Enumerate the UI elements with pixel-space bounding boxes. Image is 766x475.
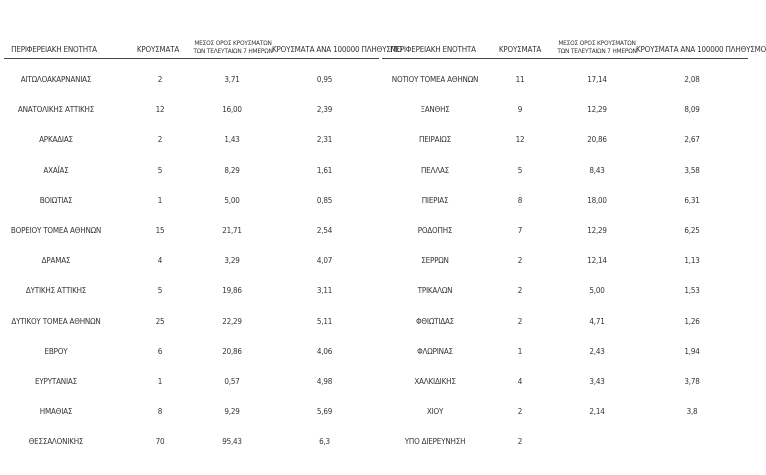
cell-avg-7-days: 21,71	[222, 226, 242, 235]
table-row	[382, 164, 748, 178]
cell-per-100k: 1,26	[684, 316, 700, 326]
cell-per-100k: 1,53	[684, 286, 700, 296]
cell-region: ΔΡΑΜΑΣ	[41, 256, 71, 266]
cell-region: ΑΙΤΩΛΟΑΚΑΡΝΑΝΙΑΣ	[20, 75, 92, 84]
cell-cases: 7	[517, 226, 523, 235]
cell-region: ΤΡΙΚΑΛΩΝ	[417, 286, 453, 296]
cell-cases: 70	[155, 437, 165, 447]
cell-avg-7-days: 3,43	[589, 377, 605, 386]
cell-region: ΧΙΟΥ	[426, 407, 444, 417]
cell-per-100k: 3,11	[316, 286, 333, 296]
cell-per-100k: 0,85	[316, 195, 333, 205]
table-row	[382, 103, 748, 117]
header-per-100k: ΚΡΟΥΣΜΑΤΑ ΑΝΑ 100000 ΠΛΗΘΥΣΜΟ	[636, 45, 766, 54]
table-row	[4, 284, 379, 298]
cell-avg-7-days: 12,29	[587, 105, 607, 115]
table-row	[4, 375, 379, 389]
cell-per-100k: 5,69	[316, 407, 333, 417]
cell-avg-7-days: 3,29	[224, 256, 240, 266]
cell-cases: 25	[155, 316, 165, 326]
cell-region: ΠΕΛΛΑΣ	[420, 165, 450, 175]
table-row	[382, 345, 748, 359]
table-row	[4, 224, 379, 238]
cell-region: ΘΕΣΣΑΛΟΝΙΚΗΣ	[28, 437, 84, 447]
cell-cases: 1	[517, 346, 523, 356]
cell-avg-7-days: 20,86	[587, 135, 607, 145]
cell-avg-7-days: 16,00	[222, 105, 242, 115]
cell-per-100k: 5,11	[316, 316, 333, 326]
cell-per-100k: 4,06	[316, 346, 333, 356]
cell-per-100k: 3,8	[686, 407, 698, 417]
table-row	[4, 315, 379, 329]
header-region: ΠΕΡΙΦΕΡΕΙΑΚΗ ΕΝΟΤΗΤΑ	[11, 45, 97, 54]
cell-avg-7-days: 0,57	[224, 377, 240, 386]
cell-avg-7-days: 9,29	[224, 407, 240, 417]
cell-cases: 4	[517, 377, 523, 386]
cell-cases: 8	[517, 195, 523, 205]
header-cases: ΚΡΟΥΣΜΑΤΑ	[136, 45, 180, 54]
cell-avg-7-days: 22,29	[222, 316, 242, 326]
cell-cases: 2	[517, 437, 523, 447]
cell-avg-7-days: 17,14	[587, 75, 607, 84]
cell-per-100k: 3,78	[684, 377, 700, 386]
table-row	[382, 133, 748, 147]
cell-cases: 5	[517, 165, 523, 175]
cell-region: ΔΥΤΙΚΟΥ ΤΟΜΕΑ ΑΘΗΝΩΝ	[11, 316, 101, 326]
cell-per-100k: 6,25	[684, 226, 700, 235]
cell-region: ΑΧΑΪΑΣ	[43, 165, 69, 175]
left-table-header	[4, 22, 403, 59]
cell-per-100k: 0,95	[316, 75, 333, 84]
cell-avg-7-days: 20,86	[222, 346, 242, 356]
header-avg-7-days: ΜΕΣΟΣ ΟΡΟΣ ΚΡΟΥΣΜΑΤΩΝ ΤΩΝ ΤΕΛΕΥΤΑΙΩΝ 7 ΗΜΕΡΩΝ	[193, 39, 273, 55]
table-row	[382, 194, 748, 208]
cell-region: ΥΠΟ ΔΙΕΡΕΥΝΗΣΗ	[404, 437, 466, 447]
cell-region: ΗΜΑΘΙΑΣ	[39, 407, 73, 417]
cell-avg-7-days: 18,00	[587, 195, 607, 205]
cell-cases: 12	[155, 105, 165, 115]
cell-avg-7-days: 1,43	[224, 135, 240, 145]
cell-cases: 2	[517, 286, 523, 296]
cell-avg-7-days: 19,86	[222, 286, 242, 296]
cell-per-100k: 4,07	[316, 256, 333, 266]
cell-per-100k: 1,61	[316, 165, 333, 175]
cell-cases: 2	[157, 135, 163, 145]
cell-avg-7-days: 2,43	[589, 346, 605, 356]
cell-avg-7-days: 5,00	[224, 195, 240, 205]
cell-cases: 6	[157, 346, 163, 356]
cell-per-100k: 2,67	[684, 135, 700, 145]
cell-region: ΑΝΑΤΟΛΙΚΗΣ ΑΤΤΙΚΗΣ	[17, 105, 95, 115]
cell-cases: 5	[157, 286, 163, 296]
table-row	[382, 315, 748, 329]
cell-cases: 2	[157, 75, 163, 84]
cell-per-100k: 3,58	[684, 165, 700, 175]
cell-region: ΦΛΩΡΙΝΑΣ	[417, 346, 453, 356]
cell-cases: 9	[517, 105, 523, 115]
right-table	[382, 22, 766, 447]
table-row	[4, 73, 379, 87]
cell-region: ΕΥΡΥΤΑΝΙΑΣ	[35, 377, 77, 386]
cell-cases: 2	[517, 316, 523, 326]
cell-cases: 8	[157, 407, 163, 417]
cell-region: ΠΙΕΡΙΑΣ	[421, 195, 449, 205]
cell-avg-7-days: 8,29	[224, 165, 240, 175]
cell-avg-7-days: 12,29	[587, 226, 607, 235]
cell-cases: 2	[517, 407, 523, 417]
cell-region: ΡΟΔΟΠΗΣ	[417, 226, 453, 235]
table-row	[382, 405, 748, 419]
cell-avg-7-days: 95,43	[222, 437, 242, 447]
table-row	[4, 133, 379, 147]
cell-per-100k: 4,98	[316, 377, 333, 386]
table-row	[382, 375, 748, 389]
cell-per-100k: 2,39	[316, 105, 333, 115]
cell-per-100k: 1,94	[684, 346, 700, 356]
cell-per-100k: 2,54	[316, 226, 333, 235]
cell-region: ΝΟΤΙΟΥ ΤΟΜΕΑ ΑΘΗΝΩΝ	[391, 75, 479, 84]
left-table	[4, 22, 403, 447]
header-per-100k: ΚΡΟΥΣΜΑΤΑ ΑΝΑ 100000 ΠΛΗΘΥΣΜΟ	[272, 45, 403, 54]
cell-region: ΒΟΙΩΤΙΑΣ	[39, 195, 73, 205]
cell-region: ΣΕΡΡΩΝ	[421, 256, 449, 266]
table-row	[4, 435, 379, 449]
table-row	[382, 254, 748, 268]
cell-avg-7-days: 3,71	[224, 75, 240, 84]
cell-cases: 11	[515, 75, 525, 84]
cell-per-100k: 8,09	[684, 105, 700, 115]
table-row	[4, 254, 379, 268]
cell-per-100k: 1,13	[684, 256, 700, 266]
cell-cases: 12	[515, 135, 525, 145]
cell-avg-7-days: 8,43	[589, 165, 605, 175]
table-row	[382, 284, 748, 298]
header-cases: ΚΡΟΥΣΜΑΤΑ	[498, 45, 542, 54]
table-row	[4, 164, 379, 178]
cell-cases: 4	[157, 256, 163, 266]
table-row	[382, 435, 748, 449]
cell-per-100k: 6,3	[319, 437, 330, 447]
table-row	[4, 345, 379, 359]
cell-region: ΦΘΙΩΤΙΔΑΣ	[415, 316, 455, 326]
cell-avg-7-days: 2,14	[589, 407, 605, 417]
cell-cases: 1	[157, 195, 163, 205]
table-row	[382, 73, 748, 87]
cell-per-100k: 2,08	[684, 75, 700, 84]
table-row	[4, 405, 379, 419]
table-row	[4, 103, 379, 117]
cell-avg-7-days: 4,71	[589, 316, 605, 326]
cell-region: ΒΟΡΕΙΟΥ ΤΟΜΕΑ ΑΘΗΝΩΝ	[10, 226, 102, 235]
cell-avg-7-days: 12,14	[587, 256, 607, 266]
header-avg-7-days: ΜΕΣΟΣ ΟΡΟΣ ΚΡΟΥΣΜΑΤΩΝ ΤΩΝ ΤΕΛΕΥΤΑΙΩΝ 7 ΗΜΕΡΩΝ	[557, 39, 637, 55]
right-table-header	[382, 22, 766, 59]
cell-cases: 1	[157, 377, 163, 386]
cell-per-100k: 2,31	[316, 135, 333, 145]
cell-avg-7-days: 5,00	[589, 286, 605, 296]
table-row	[382, 224, 748, 238]
cell-cases: 2	[517, 256, 523, 266]
cell-region: ΔΥΤΙΚΗΣ ΑΤΤΙΚΗΣ	[25, 286, 87, 296]
cell-region: ΧΑΛΚΙΔΙΚΗΣ	[414, 377, 456, 386]
cell-region: ΠΕΙΡΑΙΩΣ	[419, 135, 451, 145]
cell-cases: 5	[157, 165, 163, 175]
cell-region: ΕΒΡΟΥ	[44, 346, 68, 356]
cell-cases: 15	[155, 226, 165, 235]
cell-region: ΑΡΚΑΔΙΑΣ	[39, 135, 73, 145]
table-row	[4, 194, 379, 208]
cell-per-100k: 6,31	[684, 195, 700, 205]
header-region: ΠΕΡΙΦΕΡΕΙΑΚΗ ΕΝΟΤΗΤΑ	[390, 45, 476, 54]
cell-region: ΞΑΝΘΗΣ	[420, 105, 450, 115]
